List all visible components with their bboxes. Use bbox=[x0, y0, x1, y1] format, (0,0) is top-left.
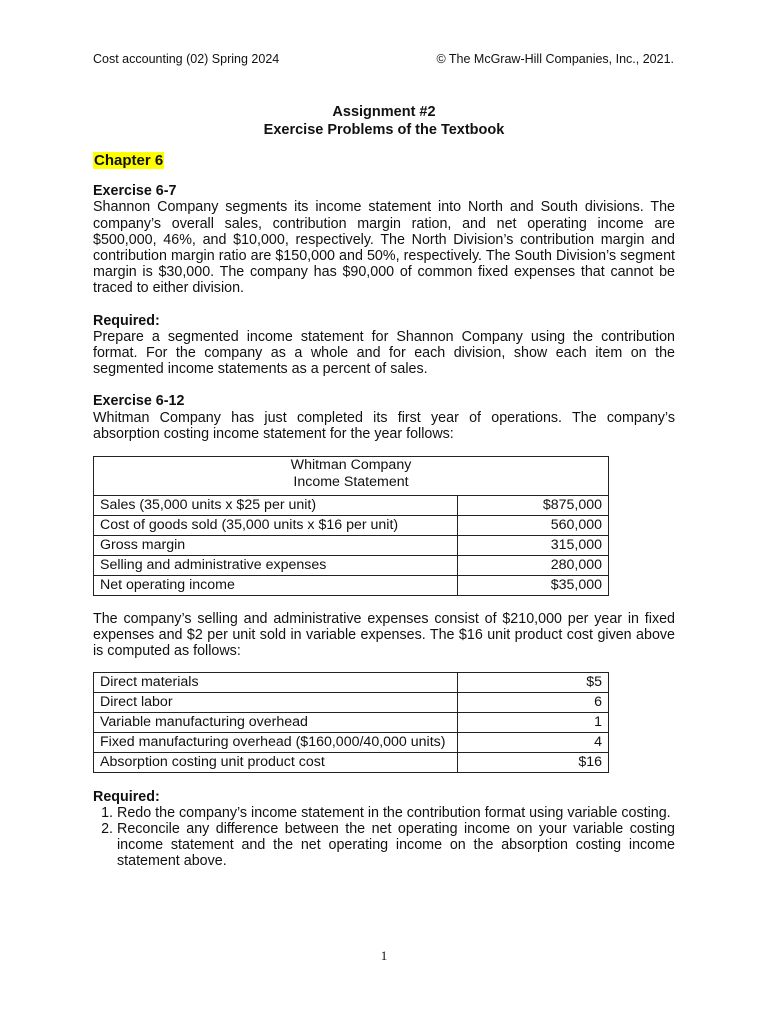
row-value: 6 bbox=[458, 692, 609, 712]
company-name: Whitman Company bbox=[290, 457, 412, 474]
exercise-6-12 bbox=[93, 393, 675, 869]
cost-explanation: The company’s selling and administrative expenses consist of $210,000 per year in fixed expenses and $2 per unit sold in variable expenses. The $16 unit product cost given above is computed as follows: bbox=[93, 611, 675, 660]
required-item: 1. Redo the company’s income statement in the contribution format using variable costing. bbox=[117, 805, 675, 821]
row-label: Variable manufacturing overhead bbox=[94, 712, 458, 732]
table-row bbox=[94, 692, 609, 712]
exercise-6-7 bbox=[93, 183, 675, 377]
row-label: Fixed manufacturing overhead ($160,000/40,000 units) bbox=[94, 732, 458, 752]
row-value: $5 bbox=[458, 672, 609, 692]
row-value: 4 bbox=[458, 732, 609, 752]
exercise-heading: Exercise 6-7 bbox=[93, 183, 177, 200]
table-row bbox=[94, 712, 609, 732]
copyright-notice: © The McGraw-Hill Companies, Inc., 2021. bbox=[436, 52, 674, 66]
assignment-subtitle: Exercise Problems of the Textbook bbox=[263, 122, 505, 138]
required-item: 2. Reconcile any difference between the net operating income on your variable costing income statement and the net operating income on the absorption costing income statement above. bbox=[117, 821, 675, 870]
row-value: 1 bbox=[458, 712, 609, 732]
table-row bbox=[94, 536, 609, 556]
row-value: 315,000 bbox=[458, 536, 609, 556]
chapter-heading: Chapter 6 bbox=[94, 152, 164, 169]
table-row bbox=[94, 576, 609, 596]
document-title bbox=[0, 103, 768, 139]
row-label: Net operating income bbox=[94, 576, 458, 596]
income-statement-header bbox=[94, 457, 609, 496]
page-number: 1 bbox=[380, 948, 388, 963]
required-list bbox=[93, 805, 675, 870]
exercise-intro: Whitman Company has just completed its first year of operations. The company’s absorption costing income statement for the year follows: bbox=[93, 409, 675, 442]
statement-name: Income Statement bbox=[293, 474, 409, 491]
row-label: Sales (35,000 units x $25 per unit) bbox=[94, 496, 458, 516]
table-row bbox=[94, 516, 609, 536]
row-label: Gross margin bbox=[94, 536, 458, 556]
row-value: $875,000 bbox=[458, 496, 609, 516]
row-value: 280,000 bbox=[458, 556, 609, 576]
table-row bbox=[94, 496, 609, 516]
course-label: Cost accounting (02) Spring 2024 bbox=[93, 52, 280, 66]
row-value: 560,000 bbox=[458, 516, 609, 536]
document-body bbox=[93, 152, 675, 870]
unit-cost-table bbox=[93, 672, 609, 773]
table-row bbox=[94, 752, 609, 772]
table-row bbox=[94, 672, 609, 692]
income-statement-table bbox=[93, 456, 609, 596]
row-value: $16 bbox=[458, 752, 609, 772]
row-label: Direct labor bbox=[94, 692, 458, 712]
page-header bbox=[93, 52, 674, 66]
row-label: Selling and administrative expenses bbox=[94, 556, 458, 576]
required-heading: Required: bbox=[93, 788, 160, 805]
table-row bbox=[94, 556, 609, 576]
required-body: Prepare a segmented income statement for Shannon Company using the contribution format. For the company as a whole and for each division, show each item on the segmented income statements as a percent of sales. bbox=[93, 328, 675, 378]
row-value: $35,000 bbox=[458, 576, 609, 596]
row-label: Direct materials bbox=[94, 672, 458, 692]
table-row bbox=[94, 732, 609, 752]
assignment-title: Assignment #2 bbox=[332, 104, 436, 120]
required-heading: Required: bbox=[93, 312, 160, 329]
exercise-heading: Exercise 6-12 bbox=[93, 393, 185, 410]
row-label: Cost of goods sold (35,000 units x $16 per unit) bbox=[94, 516, 458, 536]
exercise-body: Shannon Company segments its income statement into North and South divisions. The company’s overall sales, contribution margin ration, and net operating income are $500,000, 46%, and $10,000, respectively. The North Division’s contribution margin and contribution margin ratio are $150,000 and 50%, respectively. The South Division’s segment margin is $30,000. The company has $90,000 of common fixed expenses that cannot be traced to either division. bbox=[93, 199, 675, 297]
row-label: Absorption costing unit product cost bbox=[94, 752, 458, 772]
